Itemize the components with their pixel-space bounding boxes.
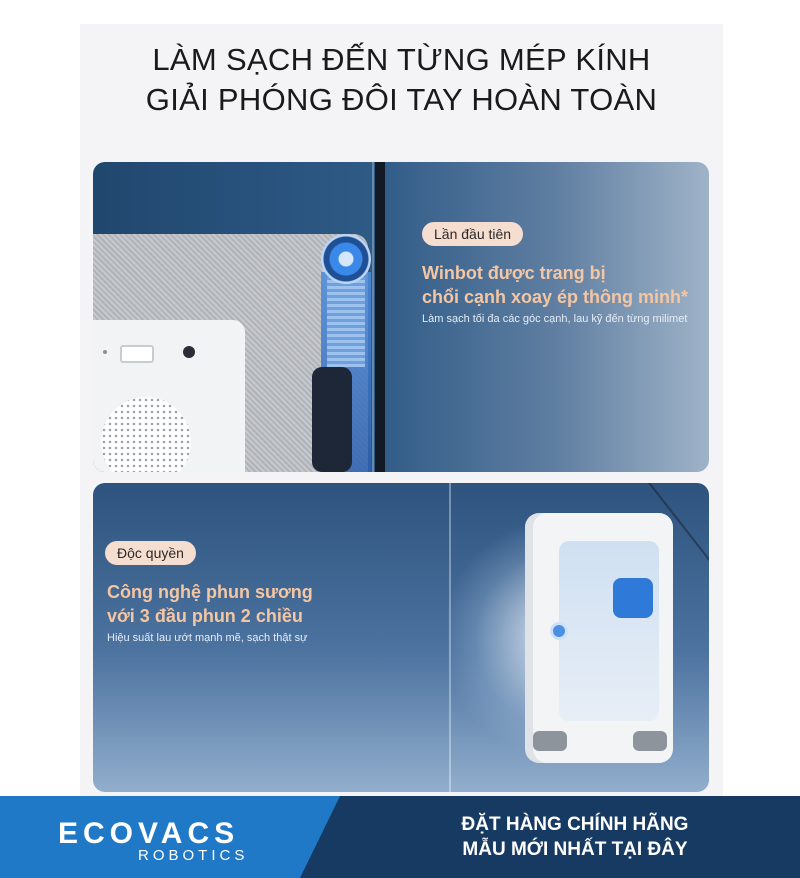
feature-title-line-1: Công nghệ phun sương bbox=[107, 582, 313, 602]
feature-title-line-2: với 3 đầu phun 2 chiều bbox=[107, 606, 303, 626]
feature-title-line-2: chổi cạnh xoay ép thông minh* bbox=[422, 287, 689, 307]
edge-brush-icon bbox=[321, 234, 371, 284]
window-frame bbox=[375, 162, 385, 472]
glass-edge bbox=[372, 162, 374, 472]
feature-description: Hiệu suất lau ướt mạnh mẽ, sạch thật sự bbox=[107, 632, 308, 644]
feature-panel-mist-spray bbox=[93, 483, 709, 792]
cta-line-1: ĐẶT HÀNG CHÍNH HÃNG bbox=[461, 814, 689, 835]
robot-bumper-left bbox=[533, 731, 567, 751]
robot-transparent-cover bbox=[559, 541, 659, 721]
drive-track bbox=[312, 367, 352, 472]
pump-mechanism bbox=[613, 578, 653, 618]
badge-first-time: Lần đầu tiên bbox=[422, 222, 523, 246]
feature-description: Làm sạch tối đa các góc cạnh, lau kỹ đến từng milimet bbox=[422, 313, 688, 325]
order-cta-link[interactable] bbox=[430, 812, 720, 862]
brand-logo: ECOVACS bbox=[58, 817, 240, 850]
button-slot bbox=[120, 345, 154, 363]
page-title bbox=[80, 40, 723, 120]
feature-title-line-1: Winbot được trang bị bbox=[422, 263, 606, 283]
spray-nozzle-icon bbox=[553, 625, 565, 637]
brand-subtitle: ROBOTICS bbox=[138, 847, 249, 864]
badge-exclusive: Độc quyền bbox=[105, 541, 196, 565]
side-mop bbox=[327, 277, 365, 367]
robot-bumper-right bbox=[633, 731, 667, 751]
title-line-1: LÀM SẠCH ĐẾN TỪNG MÉP KÍNH bbox=[152, 42, 651, 77]
indicator-dot bbox=[103, 350, 107, 354]
title-line-2: GIẢI PHÓNG ĐÔI TAY HOÀN TOÀN bbox=[145, 82, 658, 117]
cta-line-2: MẪU MỚI NHẤT TẠI ĐÂY bbox=[462, 839, 688, 860]
sensor-dot bbox=[183, 346, 195, 358]
feature-panel-edge-brush bbox=[93, 162, 709, 472]
